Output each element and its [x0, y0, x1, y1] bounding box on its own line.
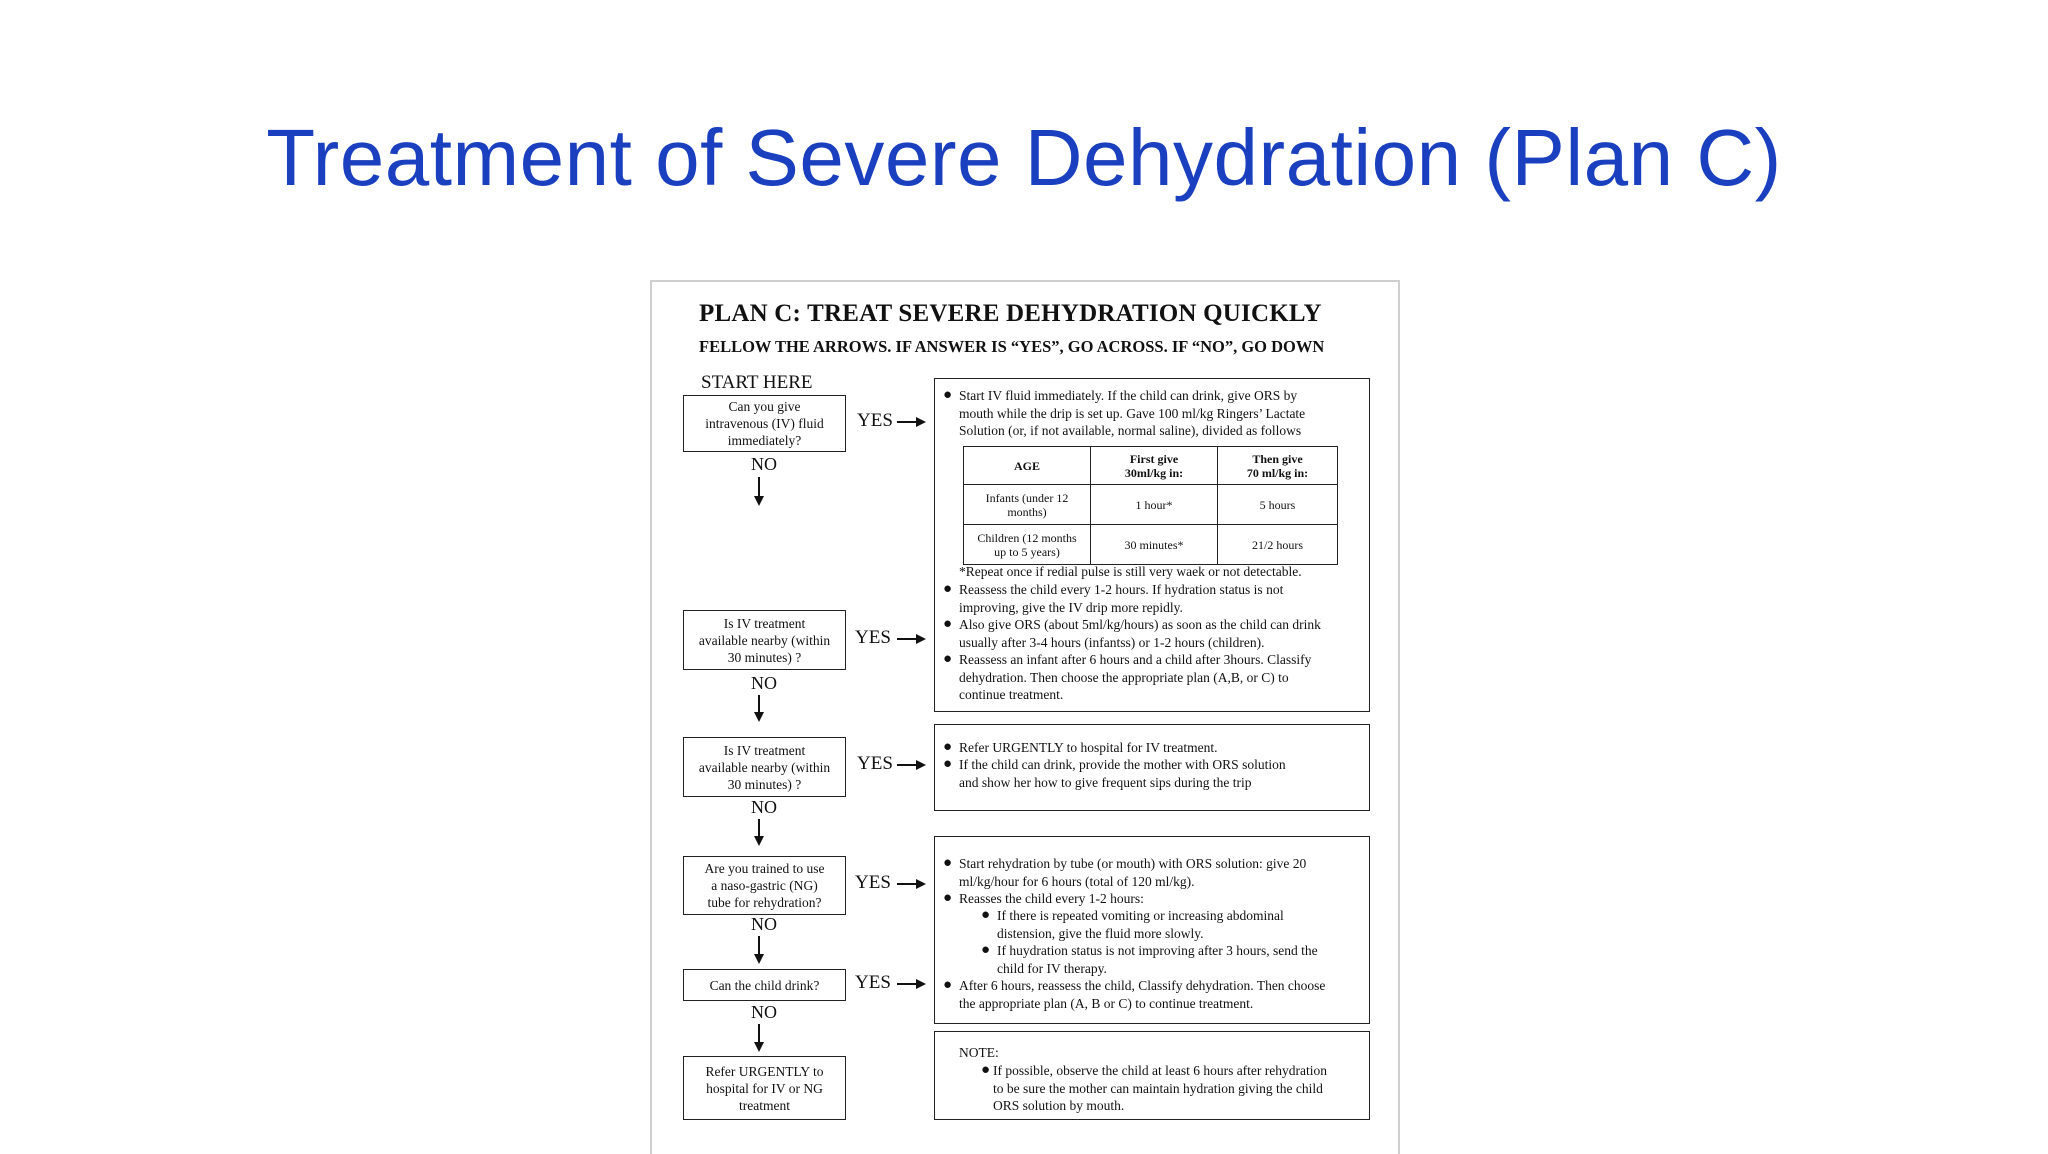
bullet-text: If there is repeated vomiting or increasing abdominal distension, give the fluid more slowly. — [997, 908, 1284, 941]
no-label-2: NO — [751, 673, 777, 693]
note-text: If possible, observe the child at least 6 hours after rehydration to be sure the mother can maintain hydration giving the child ORS solution by mouth. — [993, 1063, 1328, 1113]
bullet-text: Also give ORS (about 5ml/kg/hours) as soon as the child can drink usually after 3-4 hours (infantss) or 1-2 hours (children). — [959, 617, 1321, 650]
bullet-item: ● Also give ORS (about 5ml/kg/hours) as soon as the child can drink usually after 3-4 hours (infantss) or 1-2 hours (children). — [943, 616, 1363, 651]
slide-title: Treatment of Severe Dehydration (Plan C) — [266, 113, 1782, 202]
yes-label-1: YES — [857, 410, 893, 431]
no-label-1: NO — [751, 454, 777, 474]
note-label: NOTE: — [959, 1045, 999, 1060]
question-iv-immediately: Can you give intravenous (IV) fluid immediately? — [683, 395, 846, 452]
iv-treatment-box — [934, 378, 1370, 712]
sub-bullet-item: ● If there is repeated vomiting or increasing abdominal distension, give the fluid more slowly. — [981, 907, 1361, 942]
table-cell: 30 minutes* — [1091, 525, 1218, 565]
bullet-text: After 6 hours, reassess the child, Classify dehydration. Then choose the appropriate plan (A, B or C) to continue treatment. — [959, 978, 1326, 1011]
no-label-4: NO — [751, 914, 777, 934]
no-label-5: NO — [751, 1002, 777, 1022]
question-ng-trained: Are you trained to use a naso-gastric (NG) tube for rehydration? — [683, 856, 846, 915]
bullet-item: ● Start rehydration by tube (or mouth) with ORS solution: give 20 ml/kg/hour for 6 hours (total of 120 ml/kg). — [943, 855, 1363, 890]
yes-label-2: YES — [855, 627, 891, 648]
refer-urgently-box: Refer URGENTLY to hospital for IV or NG treatment — [683, 1056, 846, 1120]
bullet-item: ● Refer URGENTLY to hospital for IV treatment. — [943, 739, 1363, 757]
start-here-label: START HERE — [701, 372, 813, 393]
table-header-then: Then give 70 ml/kg in: — [1218, 447, 1338, 485]
iv-intro-text: Start IV fluid immediately. If the child can drink, give ORS by mouth while the drip is set up. Gave 100 ml/kg Ringers’ Lactate Solution (or, if not available, normal saline), divided as follows — [959, 388, 1306, 438]
bullet-text: Refer URGENTLY to hospital for IV treatment. — [959, 740, 1218, 755]
referral-box — [934, 724, 1370, 811]
table-footnote: *Repeat once if redial pulse is still very waek or not detectable. — [959, 564, 1302, 579]
yes-label-3: YES — [857, 753, 893, 774]
note-box — [934, 1031, 1370, 1120]
yes-label-4: YES — [855, 872, 891, 893]
question-iv-nearby-2: Is IV treatment available nearby (within 30 minutes) ? — [683, 737, 846, 797]
table-header-age: AGE — [964, 447, 1091, 485]
doc-heading: PLAN C: TREAT SEVERE DEHYDRATION QUICKLY — [699, 300, 1322, 327]
table-cell: 5 hours — [1218, 485, 1338, 525]
table-cell: 21/2 hours — [1218, 525, 1338, 565]
bullet-text: Reassess an infant after 6 hours and a child after 3hours. Classify dehydration. Then choose the appropriate plan (A,B, or C) to continue treatment. — [959, 652, 1312, 702]
doc-subheading: FELLOW THE ARROWS. IF ANSWER IS “YES”, GO ACROSS. IF “NO”, GO DOWN — [699, 337, 1325, 356]
table-header-first: First give 30ml/kg in: — [1091, 447, 1218, 485]
bullet-item: ● If the child can drink, provide the mother with ORS solution and show her how to give frequent sips during the trip — [943, 756, 1363, 791]
no-label-3: NO — [751, 797, 777, 817]
bullet-item: ● Reasses the child every 1-2 hours: — [943, 890, 1363, 908]
table-cell: 1 hour* — [1091, 485, 1218, 525]
ng-tube-box — [934, 836, 1370, 1024]
table-cell: Infants (under 12 months) — [964, 485, 1091, 525]
bullet-item: ● Start IV fluid immediately. If the child can drink, give ORS by mouth while the drip is set up. Gave 100 ml/kg Ringers’ Lactate Solution (or, if not available, normal saline), divided as follows — [943, 387, 1363, 440]
sub-bullet-item: ● If huydration status is not improving after 3 hours, send the child for IV therapy. — [981, 942, 1361, 977]
bullet-item: ● If possible, observe the child at least 6 hours after rehydration to be sure the mother can maintain hydration giving the child ORS solution by mouth. — [981, 1062, 1361, 1115]
bullet-text: Reasses the child every 1-2 hours: — [959, 891, 1144, 906]
bullet-item: ● Reassess the child every 1-2 hours. If hydration status is not improving, give the IV drip more repidly. — [943, 581, 1363, 616]
bullet-text: Reassess the child every 1-2 hours. If hydration status is not improving, give the IV drip more repidly. — [959, 582, 1284, 615]
age-dosage-table — [963, 446, 1338, 565]
question-iv-nearby-1: Is IV treatment available nearby (within 30 minutes) ? — [683, 610, 846, 670]
bullet-text: If the child can drink, provide the mother with ORS solution and show her how to give frequent sips during the trip — [959, 757, 1286, 790]
plan-c-document — [650, 280, 1400, 1154]
bullet-text: Start rehydration by tube (or mouth) with ORS solution: give 20 ml/kg/hour for 6 hours (total of 120 ml/kg). — [959, 856, 1307, 889]
question-child-drink: Can the child drink? — [683, 969, 846, 1001]
yes-label-5: YES — [855, 972, 891, 993]
bullet-text: If huydration status is not improving after 3 hours, send the child for IV therapy. — [997, 943, 1318, 976]
bullet-item: ● Reassess an infant after 6 hours and a child after 3hours. Classify dehydration. Then choose the appropriate plan (A,B, or C) to continue treatment. — [943, 651, 1363, 704]
table-cell: Children (12 months up to 5 years) — [964, 525, 1091, 565]
bullet-item: ● After 6 hours, reassess the child, Classify dehydration. Then choose the appropriate plan (A, B or C) to continue treatment. — [943, 977, 1363, 1012]
